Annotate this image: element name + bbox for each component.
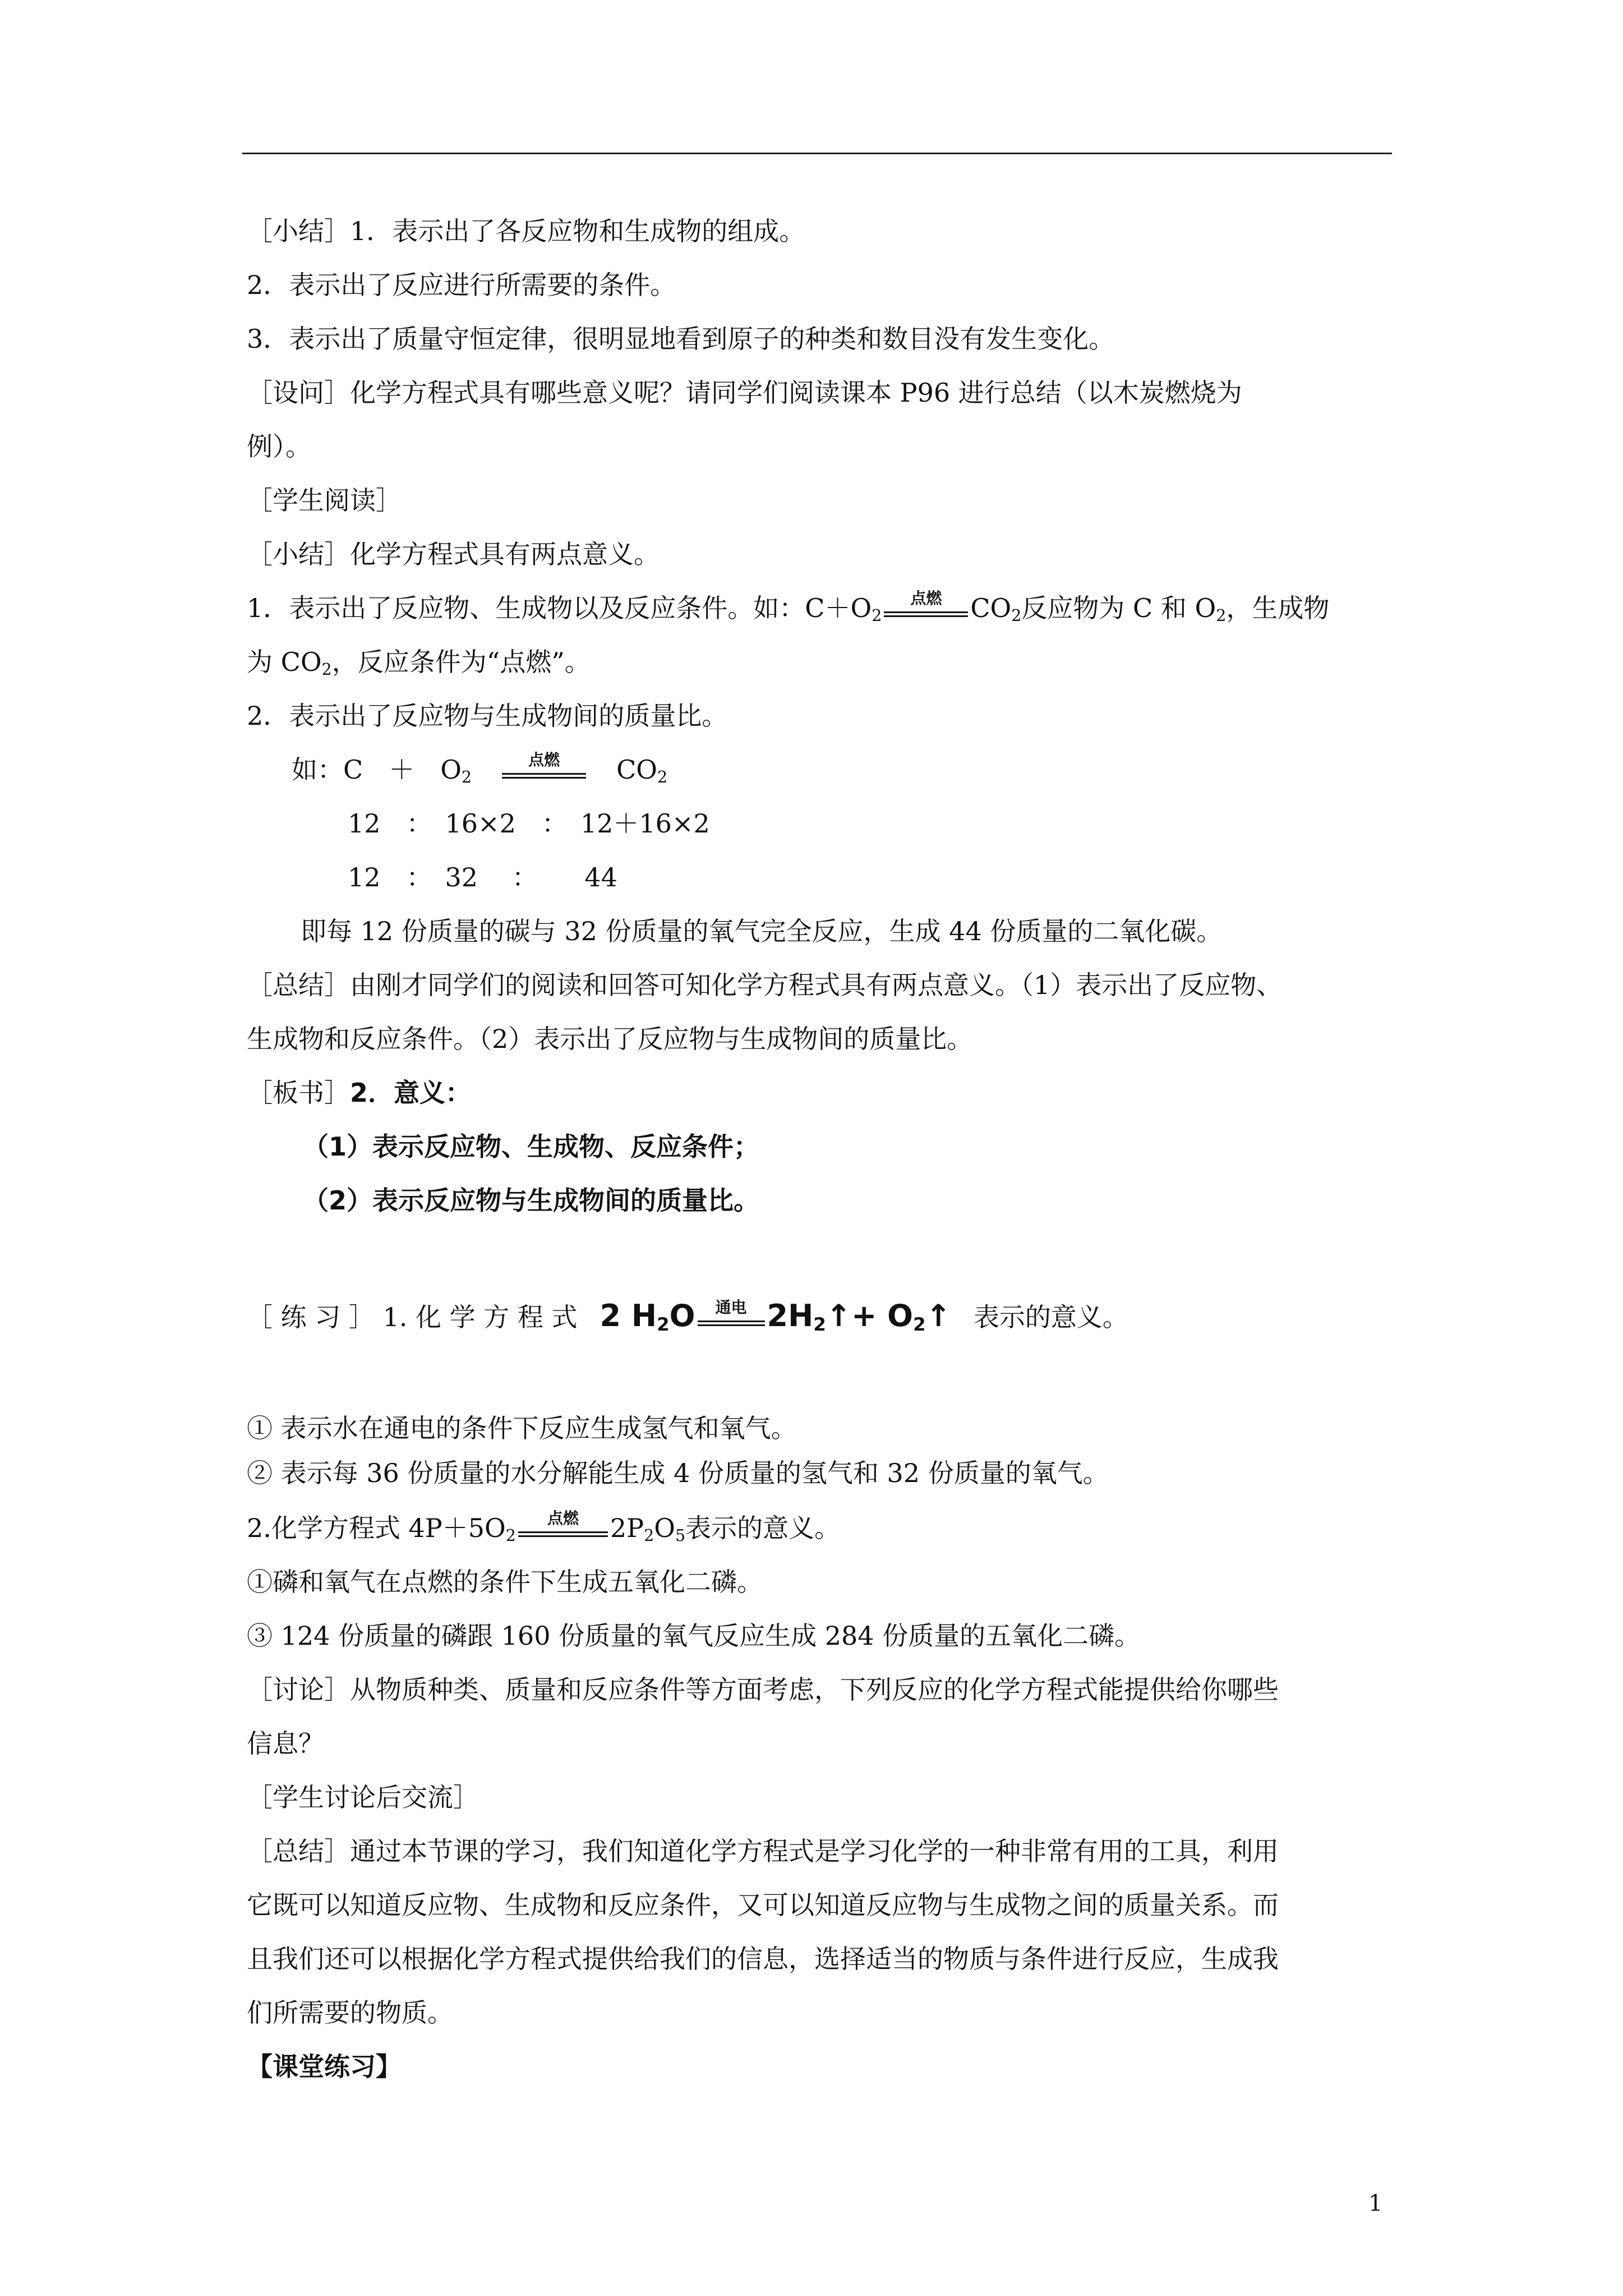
text: 表示的意义。	[973, 1302, 1128, 1332]
example-equation	[292, 753, 667, 786]
reaction-arrow	[884, 589, 968, 617]
subscript: 2	[644, 1526, 654, 1545]
text: O	[654, 1513, 675, 1543]
condition-label: 点燃	[910, 589, 942, 608]
text: ，生成物	[1226, 593, 1330, 623]
student-reading: ［学生阅读］	[247, 485, 402, 516]
text: CO	[970, 593, 1012, 623]
subscript: 2	[505, 1526, 516, 1545]
meaning-2-line: 2．表示出了反应物与生成物间的质量比。	[247, 701, 728, 731]
exercise-2-answer-1: ①磷和氧气在点燃的条件下生成五氧化二磷。	[247, 1567, 763, 1597]
mass-ratio-row-2: 12 ： 32 ： 44	[348, 862, 617, 892]
text: CO	[616, 754, 657, 785]
class-exercise-heading: 【课堂练习】	[247, 2051, 402, 2082]
reaction-arrow	[502, 751, 586, 779]
condition-label: 点燃	[528, 751, 560, 769]
exercise-1-answer-2: ② 表示每 36 份质量的水分解能生成 4 份质量的氢气和 32 份质量的氧气。	[247, 1458, 1109, 1488]
blackboard-title: 2．意义：	[350, 1078, 472, 1108]
mass-ratio-explanation: 即每 12 份质量的碳与 32 份质量的氧气完全反应，生成 44 份质量的二氧化碳。	[301, 916, 1223, 946]
meaning-1-line	[247, 591, 1329, 625]
page-number: 1	[1368, 2191, 1383, 2216]
discussion-line-1: ［讨论］从物质种类、质量和反应条件等方面考虑，下列反应的化学方程式能提供给你哪些	[247, 1674, 1279, 1705]
conclusion-line-2: 生成物和反应条件。（2）表示出了反应物与生成物间的质量比。	[247, 1024, 973, 1054]
exercise-1-answer-1: ① 表示水在通电的条件下反应生成氢气和氧气。	[247, 1413, 797, 1443]
final-summary-line-2: 它既可以知道反应物、生成物和反应条件，又可以知道反应物与生成物之间的质量关系。而	[247, 1890, 1279, 1920]
blackboard-item-1: （1）表示反应物、生成物、反应条件；	[303, 1131, 760, 1162]
summary-line-3: 3．表示出了质量守恒定律，很明显地看到原子的种类和数目没有发生变化。	[247, 324, 1115, 354]
exercise-1-line	[247, 1299, 1128, 1334]
text: ，反应条件为“点燃”。	[331, 647, 591, 677]
subscript: 2	[461, 768, 472, 787]
text: ［板书］	[247, 1078, 350, 1108]
subscript: 2	[657, 768, 668, 787]
condition-label: 点燃	[547, 1509, 579, 1527]
final-summary-line-1: ［总结］通过本节课的学习，我们知道化学方程式是学习化学的一种非常有用的工具，利用	[247, 1836, 1279, 1866]
text: 反应物为 C 和 O	[1021, 593, 1216, 623]
conclusion-line-1: ［总结］由刚才同学们的阅读和回答可知化学方程式具有两点意义。（1）表示出了反应物、	[247, 970, 1283, 1000]
exercise-2-answer-2: ③ 124 份质量的磷跟 160 份质量的氧气反应生成 284 份质量的五氧化二磷。	[247, 1621, 1141, 1651]
text: 如：C ＋ O	[292, 754, 462, 785]
subscript: 2	[1011, 606, 1022, 625]
text: 2P	[610, 1513, 644, 1543]
mass-ratio-row-1: 12 ： 16×2 ： 12＋16×2	[348, 808, 710, 839]
discussion-line-2: 信息？	[247, 1728, 324, 1759]
text: 为 CO	[247, 647, 322, 677]
subscript: 2	[1216, 606, 1227, 625]
exercise-2-line	[247, 1511, 840, 1545]
question-line-1: ［设问］化学方程式具有哪些意义呢？请同学们阅读课本 P96 进行总结（以木炭燃烧为	[247, 378, 1242, 408]
meaning-1-line-2	[247, 645, 591, 679]
condition-label: 通电	[715, 1298, 747, 1317]
header-rule	[242, 153, 1392, 154]
summary2-line: ［小结］化学方程式具有两点意义。	[247, 539, 660, 569]
summary-line-1: ［小结］1．表示出了各反应物和生成物的组成。	[247, 216, 805, 246]
reaction-arrow	[698, 1298, 765, 1326]
final-summary-line-3: 且我们还可以根据化学方程式提供给我们的信息，选择适当的物质与条件进行反应，生成我	[247, 1944, 1279, 1974]
reaction-arrow	[518, 1509, 608, 1537]
final-summary-line-4: 们所需要的物质。	[247, 1998, 453, 2028]
text: 表示的意义。	[685, 1513, 841, 1543]
text: ［ 练 习 ］ 1. 化 学 方 程 式	[247, 1302, 578, 1332]
subscript: 2	[872, 606, 882, 625]
subscript: 2	[321, 660, 332, 679]
blackboard-item-2: （2）表示反应物与生成物间的质量比。	[303, 1185, 760, 1216]
blackboard-heading	[247, 1076, 471, 1110]
subscript: 5	[675, 1526, 686, 1545]
water-equation: 2 $H_2O$ 通电 $2H_2↑+$ $O_2↑$	[600, 1298, 951, 1336]
question-line-2: 例）。	[247, 431, 311, 462]
summary-line-2: 2．表示出了反应进行所需要的条件。	[247, 270, 676, 300]
student-discussion: ［学生讨论后交流］	[247, 1782, 479, 1812]
text: 1．表示出了反应物、生成物以及反应条件。如：C＋O	[247, 593, 872, 623]
text: 2.化学方程式 4P＋5O	[247, 1513, 506, 1543]
